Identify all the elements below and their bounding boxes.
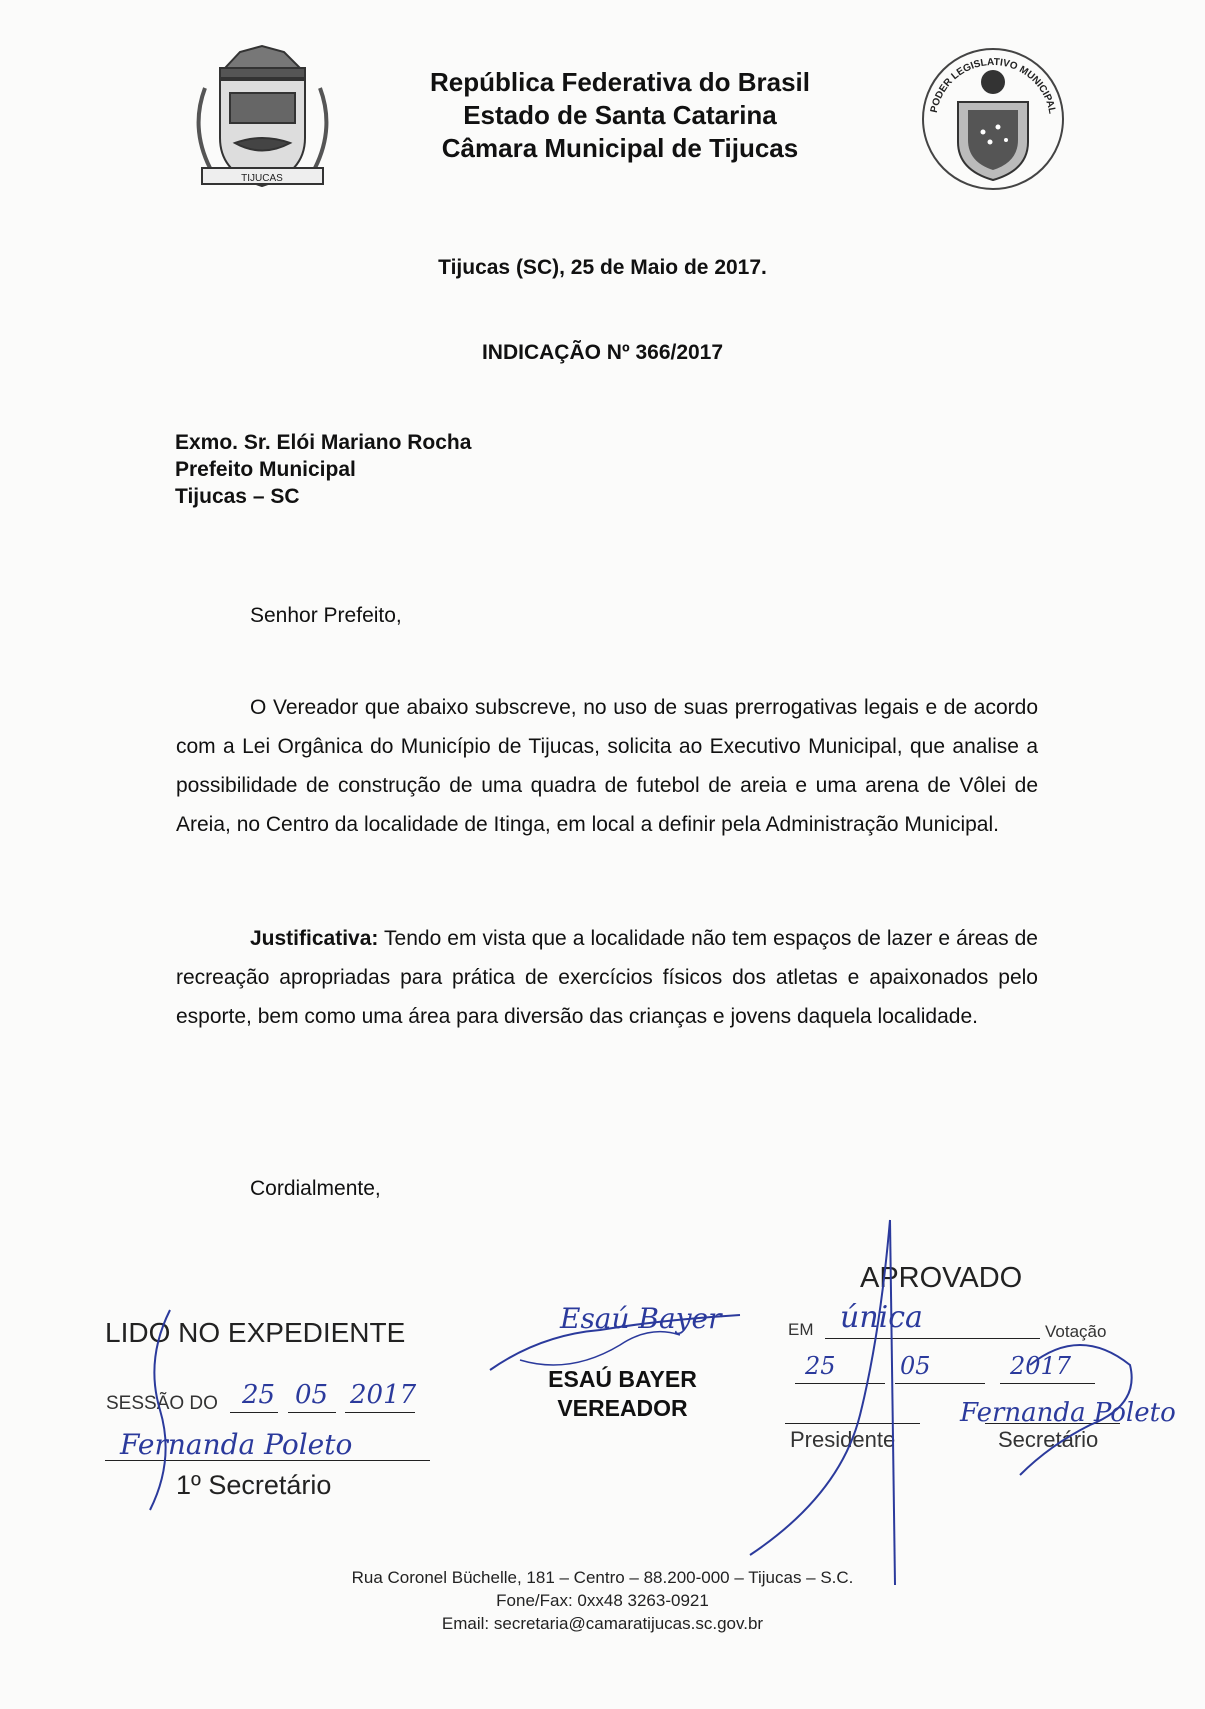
lido-signature-stroke <box>140 1300 200 1520</box>
closing: Cordialmente, <box>250 1177 381 1200</box>
footer-phone: Fone/Fax: 0xx48 3263-0921 <box>496 1591 709 1610</box>
aprovado-votacao-label: Votação <box>1045 1322 1107 1341</box>
legislative-seal <box>918 42 1068 197</box>
municipal-coat-of-arms <box>180 38 345 198</box>
addressee-city: Tijucas – SC <box>175 485 300 508</box>
footer-email: Email: secretaria@camaratijucas.sc.gov.br <box>441 1614 764 1633</box>
lido-role: 1º Secretário <box>176 1470 332 1500</box>
aprovado-title: APROVADO <box>860 1262 1023 1294</box>
seal-text: PODER LEGISLATIVO MUNICIPAL <box>928 56 1058 115</box>
document-number: INDICAÇÃO Nº 366/2017 <box>481 341 724 364</box>
justification-label: Justificativa: <box>250 927 379 950</box>
addressee-name: Exmo. Sr. Elói Mariano Rocha <box>175 431 472 454</box>
signer-signature: Esaú Bayer <box>560 1302 722 1335</box>
justification-text: Tendo em vista que a localidade não tem espaços de lazer e áreas de recreação apropriadas para prática de exercícios físicos dos atletas e apaixonados pelo esporte, bem como uma área para diversão das crianças e jovens daquela localidade. <box>176 927 1038 1028</box>
justification-paragraph <box>176 919 1038 1036</box>
aprovado-month: 05 <box>900 1352 931 1380</box>
aprovado-signature-strokes <box>730 1215 1150 1595</box>
header-chamber: Câmara Municipal de Tijucas <box>441 133 799 163</box>
addressee-title: Prefeito Municipal <box>175 458 356 481</box>
signer-title: VEREADOR <box>557 1395 688 1421</box>
aprovado-secretary-signature: Fernanda Poleto <box>960 1398 1176 1428</box>
body-paragraph: O Vereador que abaixo subscreve, no uso de suas prerrogativas legais e de acordo com a Lei Orgânica do Município de Tijucas, solicita ao Executivo Municipal, que analise a possibilidade de construção de uma quadra de futebol de areia e uma arena de Vôlei de Areia, no Centro da localidade de Itinga, em local a definir pela Administração Municipal. <box>176 696 1038 836</box>
lido-session-month: 05 <box>295 1380 329 1410</box>
lido-session-day: 25 <box>242 1380 276 1410</box>
signer-name: ESAÚ BAYER <box>548 1366 697 1392</box>
lido-stamp-title: LIDO NO EXPEDIENTE <box>105 1317 406 1348</box>
aprovado-president-label: Presidente <box>790 1427 896 1452</box>
lido-signature: Fernanda Poleto <box>120 1428 353 1461</box>
lido-session-label: SESSÃO DO <box>106 1393 218 1414</box>
date-line: Tijucas (SC), 25 de Maio de 2017. <box>438 256 767 279</box>
crest-caption: TIJUCAS <box>241 173 283 184</box>
salutation: Senhor Prefeito, <box>250 604 402 627</box>
footer-address: Rua Coronel Büchelle, 181 – Centro – 88.200-000 – Tijucas – S.C. <box>351 1568 854 1587</box>
header-republic: República Federativa do Brasil <box>429 67 810 97</box>
header-state: Estado de Santa Catarina <box>463 100 777 130</box>
aprovado-secretary-label: Secretário <box>998 1427 1099 1452</box>
aprovado-em-value: única <box>840 1300 923 1335</box>
lido-session-year: 2017 <box>350 1380 417 1410</box>
aprovado-year: 2017 <box>1010 1352 1072 1380</box>
aprovado-em-label: EM <box>788 1320 814 1339</box>
aprovado-day: 25 <box>805 1352 836 1380</box>
